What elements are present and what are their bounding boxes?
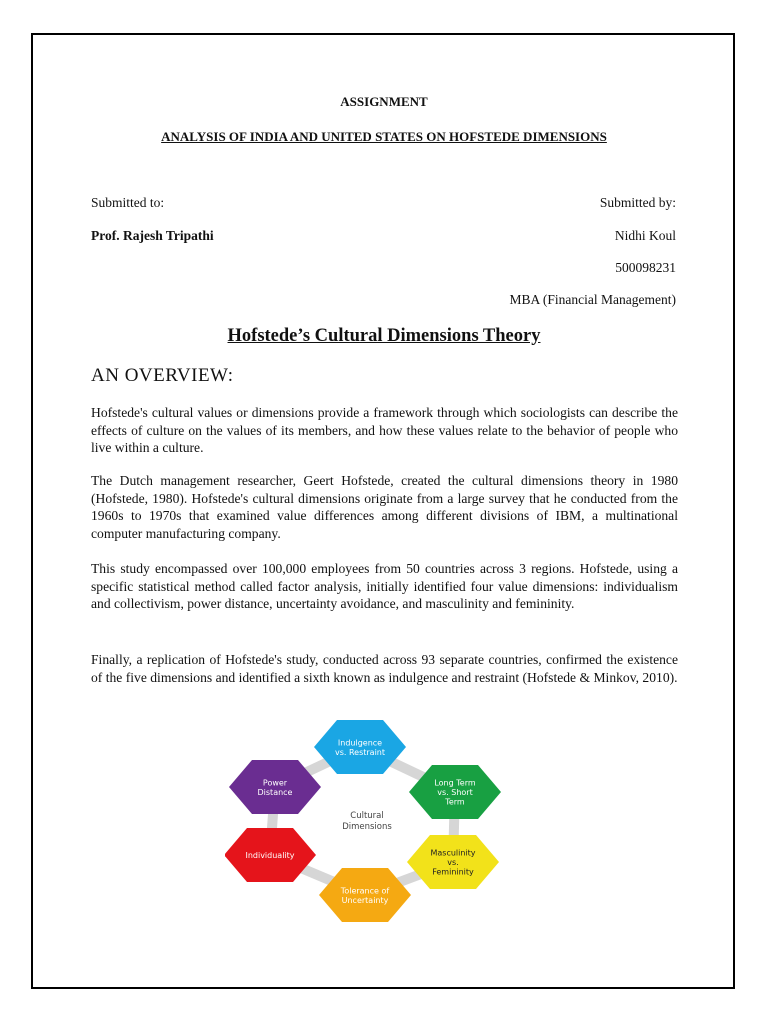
hexagon-label-power-distance: Power <box>262 778 288 788</box>
hexagon-label-uncertainty: Uncertainty <box>341 895 389 905</box>
submitted-by-id: 500098231 <box>615 260 676 275</box>
hexagon-label-long-term: Long Term <box>434 778 476 788</box>
hexagon-label-masculinity: Femininity <box>432 867 474 877</box>
hexagon-label-power-distance: Distance <box>257 787 293 797</box>
section-heading: Hofstede’s Cultural Dimensions Theory <box>227 326 541 346</box>
paragraph-3: This study encompassed over 100,000 employees from 50 countries across 3 regions. Hofstede, using a specific statistical method called factor analysis, initially identified four value dimensions: individualism and collectivism, power distance, uncertainty avoidance, and masculinity and femininity. <box>91 561 678 611</box>
hexagon-label-long-term: Term <box>445 797 465 807</box>
hexagon-label-masculinity: Masculinity <box>430 848 476 858</box>
submitted-to-name: Prof. Rajesh Tripathi <box>91 228 214 243</box>
cultural-dimensions-diagram <box>225 717 510 927</box>
overview-heading: AN OVERVIEW: <box>91 365 234 386</box>
hexagon-label-long-term: vs. Short <box>437 788 473 797</box>
dimension-masculinity <box>407 835 499 889</box>
document-subtitle: ANALYSIS OF INDIA AND UNITED STATES ON HOFSTEDE DIMENSIONS <box>161 129 607 144</box>
submitted-by-name: Nidhi Koul <box>614 228 676 243</box>
submitted-to-label: Submitted to: <box>91 195 165 210</box>
hexagon-label-masculinity: vs. <box>447 858 459 867</box>
paragraph-1: Hofstede's cultural values or dimensions provide a framework through which sociologists can describe the effects of culture on the values of its members, and how these values relate to the behavior of people who live within a culture. <box>91 405 678 455</box>
diagram-center-label-line1: Cultural <box>350 811 384 821</box>
document-title: ASSIGNMENT <box>340 94 428 109</box>
hexagon-label-uncertainty: Tolerance of <box>340 886 390 896</box>
hexagon-label-indulgence: Indulgence <box>337 738 383 748</box>
paragraph-2: The Dutch management researcher, Geert Hofstede, created the cultural dimensions theory in 1980 (Hofstede, 1980). Hofstede's cultural dimensions originate from a large survey that he conducted from the 1960s to 1970s that examined value differences among different divisions of IBM, a multinational computer manufacturing company. <box>91 473 678 541</box>
submitted-by-program: MBA (Financial Management) <box>509 292 676 307</box>
paragraph-4: Finally, a replication of Hofstede's study, conducted across 93 separate countries, confirmed the existence of the five dimensions and identified a sixth known as indulgence and restraint (Hofstede & Minkov, 2010). <box>91 652 678 685</box>
submitted-by-label: Submitted by: <box>599 195 676 210</box>
hexagon-label-individuality: Individuality <box>245 851 295 860</box>
diagram-center-label-line2: Dimensions <box>342 822 392 832</box>
hexagon-label-indulgence: vs. Restraint <box>334 747 386 757</box>
